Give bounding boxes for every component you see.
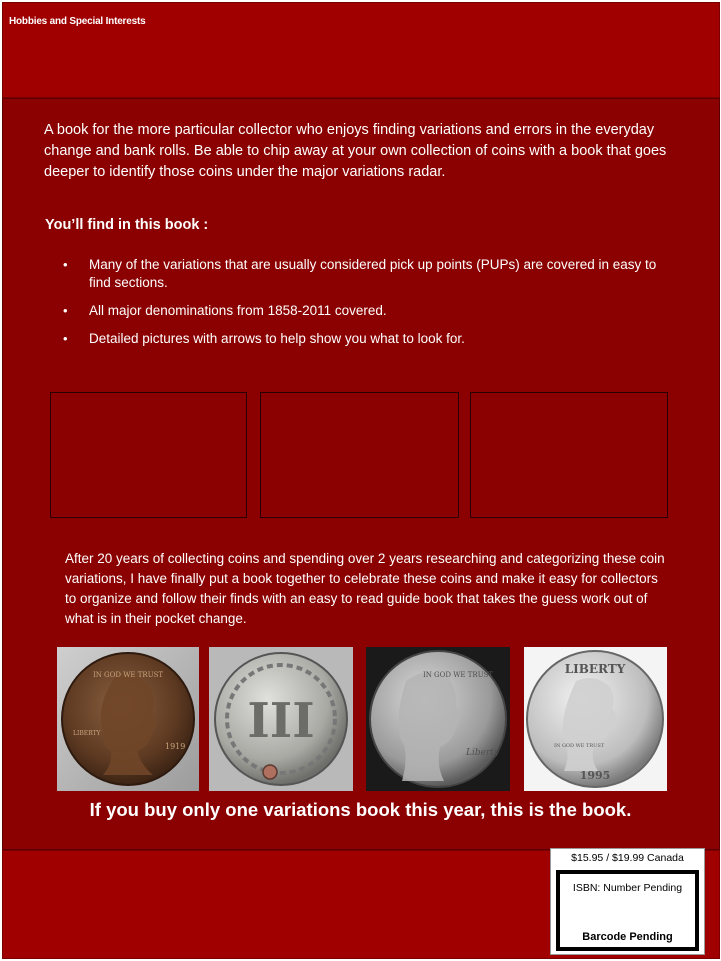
coin-date-text: 1995 [579,769,611,782]
features-heading: You’ll find in this book : [45,217,209,233]
image-placeholder-2 [260,392,459,518]
category-label: Hobbies and Special Interests [9,16,146,27]
image-placeholder-1 [50,392,247,518]
barcode-label: Barcode Pending [582,931,673,943]
three-cent-photo [209,647,353,791]
coin-top-text: IN GOD WE TRUST [422,671,494,679]
jefferson-nickel-photo [366,647,510,791]
coin-top-text: LIBERTY [564,662,626,676]
coin-date-text: 1919 [165,742,186,751]
barcode-box [556,870,699,951]
coin-numeral-text: III [247,693,315,749]
tagline: If you buy only one variations book this year, this is the book. [89,799,632,820]
feature-text: Many of the variations that are usually considered pick up points (PUPs) are covered in easy to find sections. [89,257,657,290]
isbn-label: ISBN: Number Pending [572,882,683,894]
coin-motto-text: IN GOD WE TRUST [554,743,605,749]
feature-item [63,302,673,320]
coin-top-text: IN GOD WE TRUST [92,671,164,679]
feature-item [63,330,673,348]
coin-left-text: LIBERTY [73,730,101,737]
washington-quarter-photo [524,647,667,791]
author-paragraph: After 20 years of collecting coins and spending over 2 years researching and categorizing these coin variations, I have finally put a book together to celebrate these coins and make it easy for collectors to organize and follow their finds with an easy to read guide book that takes the guess work out of what is in their pocket change. [65,551,665,626]
image-placeholder-3 [470,392,668,518]
features-list [63,256,673,358]
price-label: $15.95 / $19.99 Canada [571,852,684,864]
bullet-icon: • [63,257,68,272]
coin-signature-text: Liberty [466,748,499,758]
bullet-icon: • [63,303,68,318]
feature-item [63,256,673,292]
price-box [550,848,705,955]
bullet-icon: • [63,331,68,346]
intro-paragraph: A book for the more particular collector who enjoys finding variations and errors in the everyday change and bank rolls. Be able to chip away at your own collection of coins with a book that goes deeper to identify those coins under the major variations radar. [44,122,667,180]
lincoln-cent-photo [57,647,199,791]
top-band [2,2,720,98]
feature-text: All major denominations from 1858-2011 covered. [89,303,387,318]
feature-text: Detailed pictures with arrows to help show you what to look for. [89,331,465,346]
